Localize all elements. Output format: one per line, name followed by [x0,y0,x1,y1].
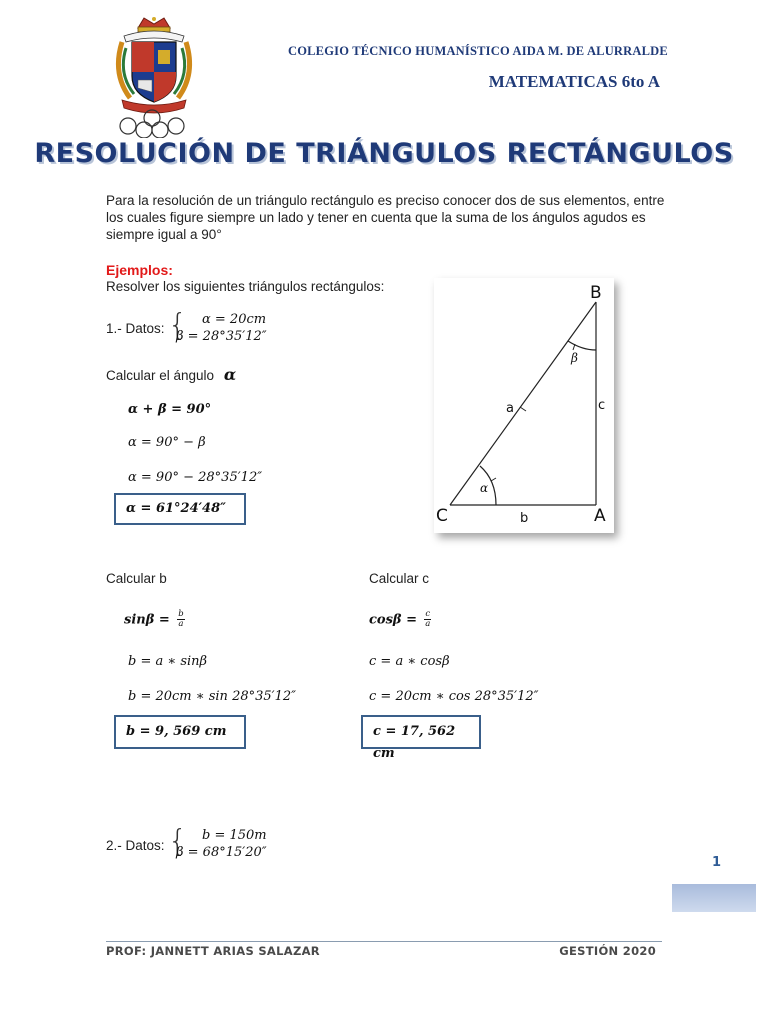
example2-label: 2.- Datos: [106,838,165,853]
example1-label: 1.- Datos: [106,321,165,336]
examples-subheading: Resolver los siguientes triángulos rectángulos: [106,279,385,294]
intro-paragraph: Para la resolución de un triángulo rectángulo es preciso conocer dos de sus elementos, entre los cuales figure siempre un lado y tener en cuenta que la suma de los ángulos agudos es siempre igual a 90° [106,193,665,242]
c-result-box: c = 17, 562 cm [361,715,481,749]
example2-brace: { [168,824,188,859]
example2-datum-2: β = 68°15′20″ [176,845,267,860]
examples-heading: Ejemplos: [106,262,173,278]
footer-year: GESTIÓN 2020 [559,944,656,958]
calc-c-formula: cosβ = $\frac{c}{a}$ [369,609,431,629]
calc-alpha-label: Calcular el ángulo α [106,365,237,384]
side-c-label: c [598,398,606,413]
calc-b-label: Calcular b [106,571,167,586]
triangle-diagram [434,278,614,533]
side-b-label: b [520,511,529,526]
example1-brace: { [168,308,188,343]
page-number-ribbon [672,884,756,912]
calc-b-formula: sinβ = $\frac{b}{a}$ [124,609,184,629]
angle-beta-label: β [571,351,578,365]
side-a-label: a [506,401,514,416]
page-number: 1 [712,855,722,870]
calc-c-step-2: c = 20cm ∗ cos 28°35′12″ [369,689,539,704]
page-title: RESOLUCIÓN DE TRIÁNGULOS RECTÁNGULOS [34,138,734,169]
b-result-box: b = 9, 569 cm [114,715,246,749]
calc-b-step-2: b = 20cm ∗ sin 28°35′12″ [128,689,296,704]
school-name: COLEGIO TÉCNICO HUMANÍSTICO AIDA M. DE ALURRALDE [288,44,668,58]
school-crest-logo [108,14,200,138]
vertex-B-label: B [590,283,602,303]
alpha-step-2: α = 90° − β [128,435,206,450]
alpha-result-box: α = 61°24′48″ [114,493,246,525]
example1-datum-1: α = 20cm [202,312,267,327]
angle-alpha-label: α [480,481,489,495]
calc-c-step-1: c = a ∗ cosβ [369,654,450,669]
example1-datum-2: β = 28°35′12″ [176,329,267,344]
course-name: MATEMATICAS 6to A [488,72,660,91]
vertex-A-label: A [594,506,606,526]
example2-datum-1: b = 150m [202,828,267,843]
vertex-C-label: C [436,506,448,526]
calc-b-step-1: b = a ∗ sinβ [128,654,208,669]
side-a-hypotenuse [450,302,596,505]
calc-c-label: Calcular c [369,571,430,586]
footer-divider [106,941,662,942]
alpha-step-1: α + β = 90° [128,402,212,417]
footer-teacher: PROF: JANNETT ARIAS SALAZAR [106,944,320,958]
alpha-step-3: α = 90° − 28°35′12″ [128,470,263,485]
